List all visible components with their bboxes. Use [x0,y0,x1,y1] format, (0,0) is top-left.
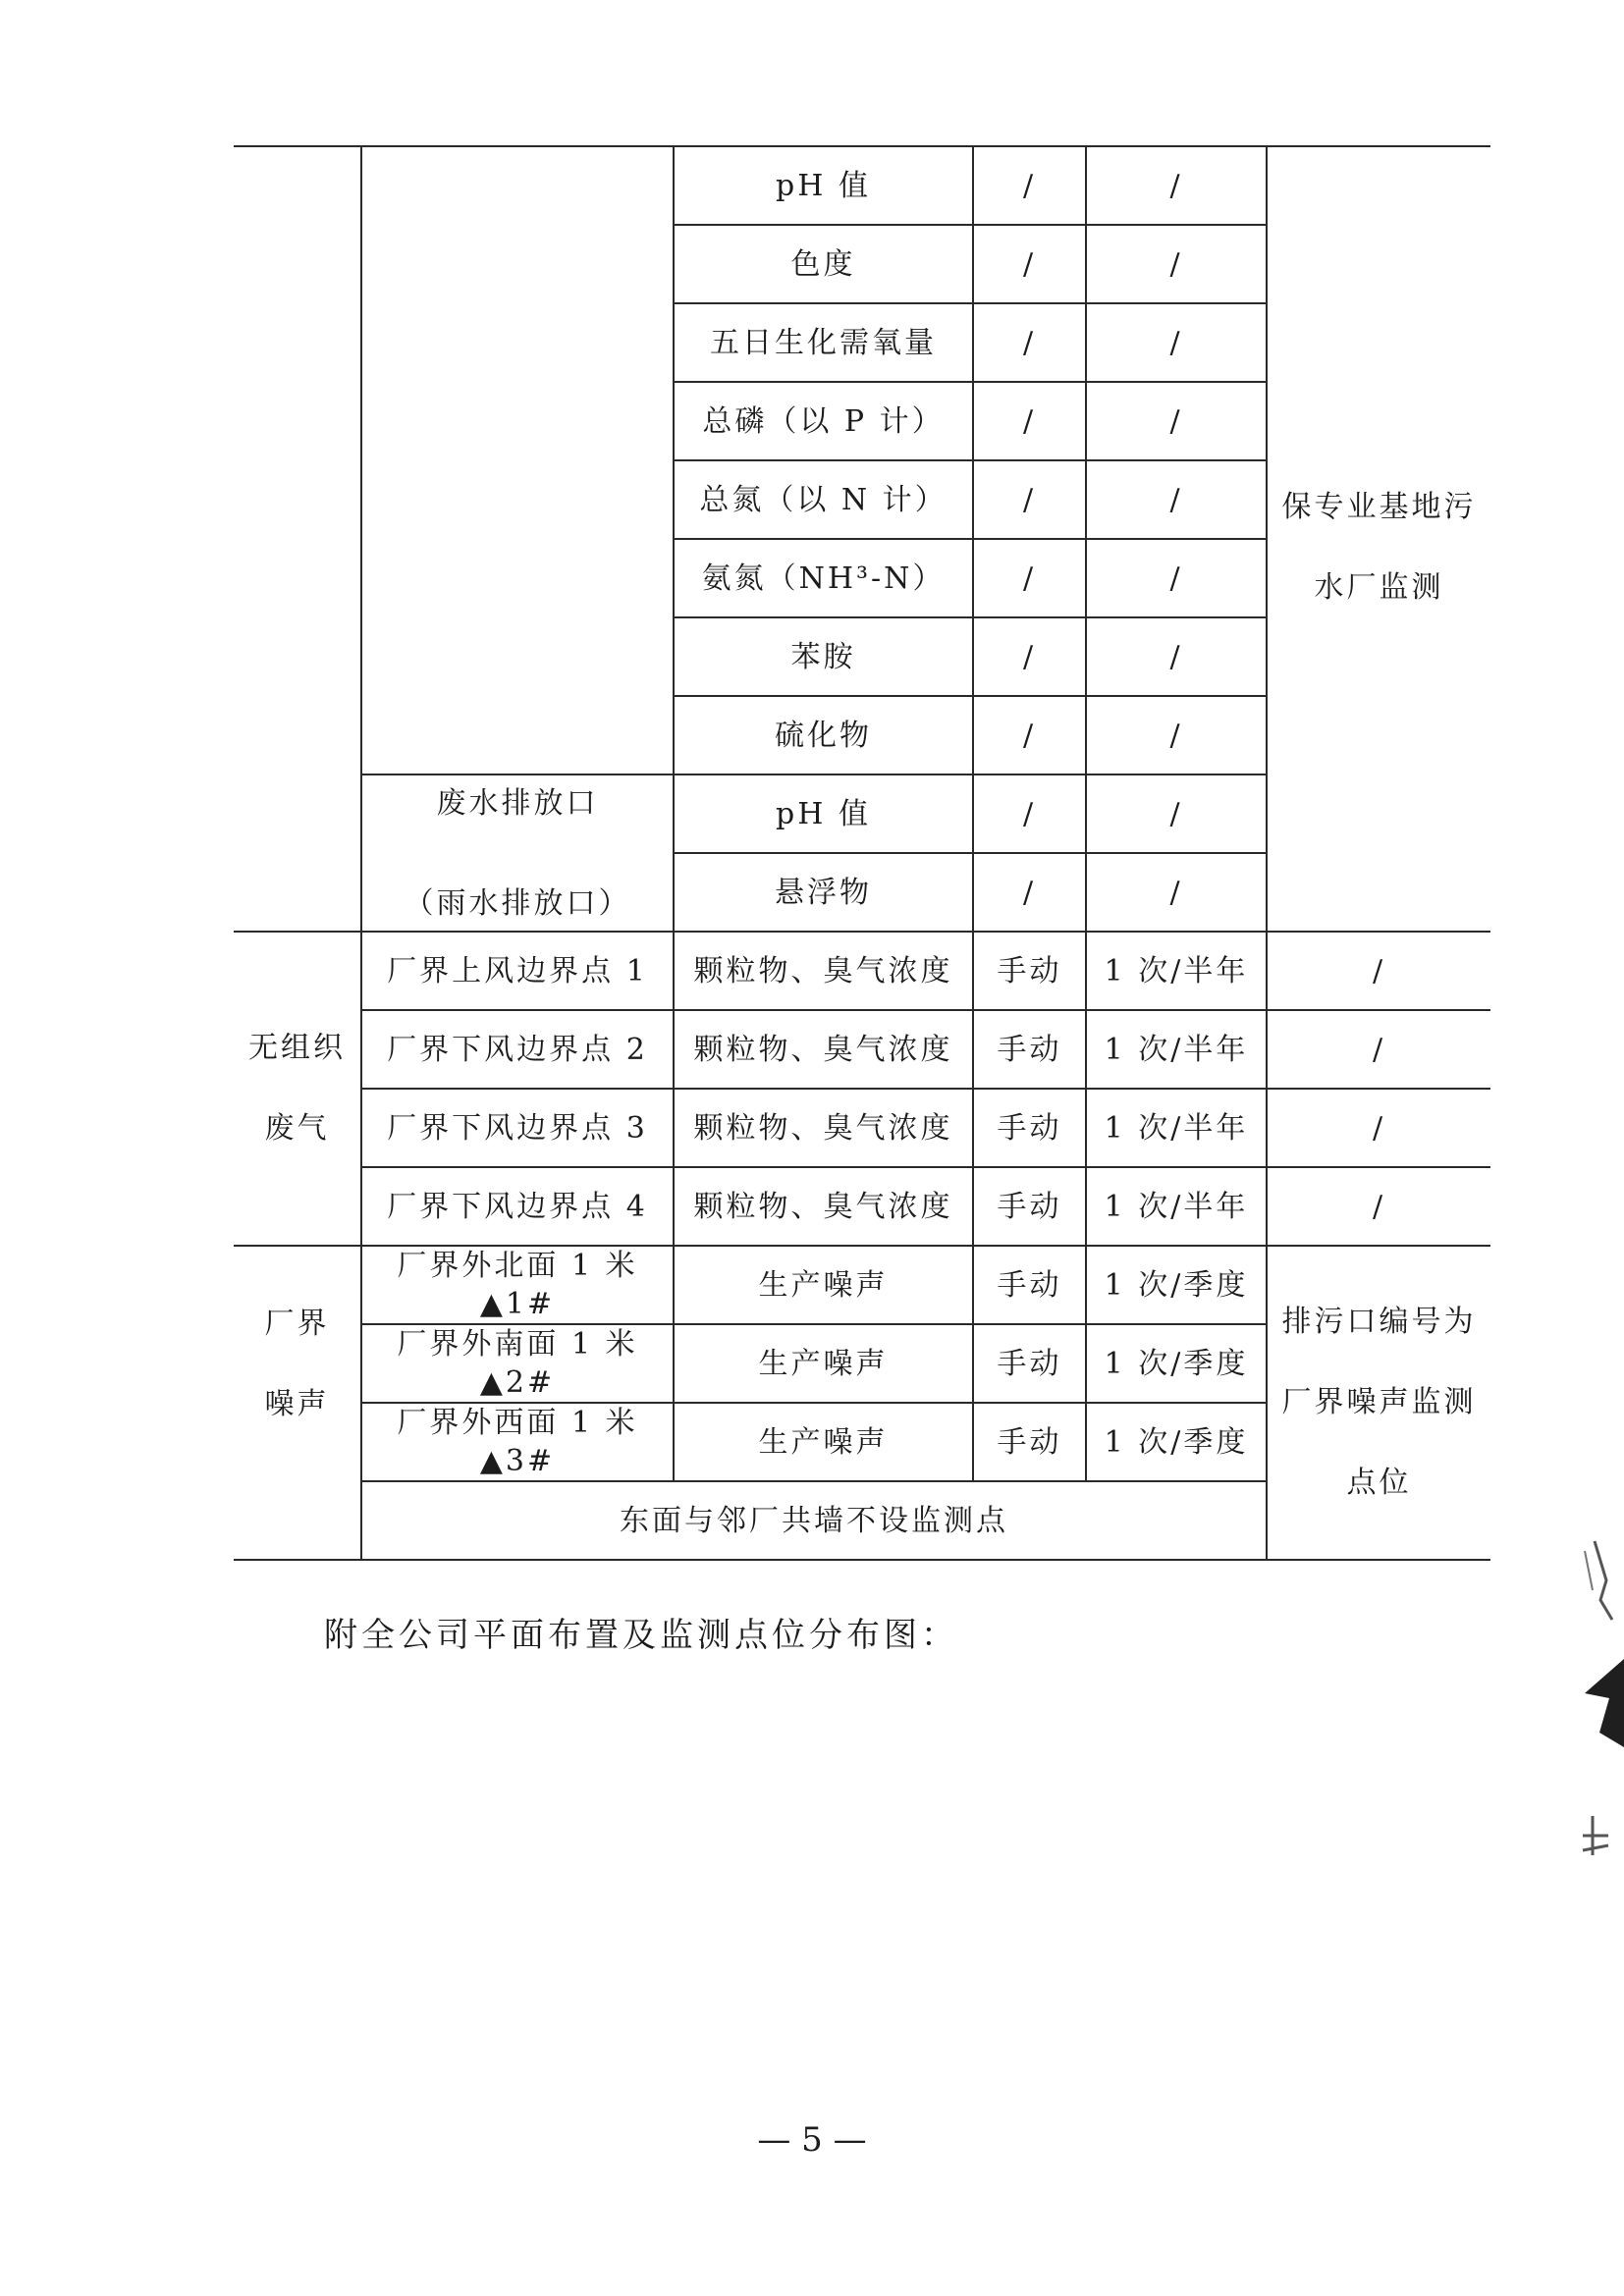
item-cell: 悬浮物 [674,853,973,932]
frequency-cell: / [1086,617,1267,696]
note-cell: / [1267,1167,1490,1246]
wastewater-note-cell [1267,146,1490,932]
east-note-cell: 东面与邻厂共墙不设监测点 [361,1481,1267,1560]
item-cell: 颗粒物、臭气浓度 [674,1089,973,1167]
category-fugitive-gas [234,1008,360,1169]
item-cell: 色度 [674,225,973,303]
category-noise-cell [234,1246,361,1560]
frequency-cell: / [1086,539,1267,617]
method-cell: / [973,696,1086,774]
method-cell: 手动 [973,1246,1086,1324]
red-stamp-fragment [1565,1522,1624,1885]
point-cell: 厂界下风边界点 3 [361,1089,674,1167]
frequency-cell: / [1086,382,1267,460]
method-cell: / [973,774,1086,853]
method-cell: 手动 [973,1089,1086,1167]
method-cell: / [973,617,1086,696]
item-cell: 生产噪声 [674,1324,973,1403]
point-cell: 厂界外北面 1 米▲1# [361,1246,674,1324]
outlet-line: （雨水排放口） [404,885,631,921]
method-cell: 手动 [973,1324,1086,1403]
item-cell: 颗粒物、臭气浓度 [674,932,973,1010]
frequency-cell: / [1086,696,1267,774]
rain-outlet-cell [361,774,674,932]
page-number: — 5 — [757,2120,867,2160]
category-line: 噪声 [264,1387,330,1421]
monitoring-table [234,145,1490,1561]
item-cell: 五日生化需氧量 [674,303,973,382]
figure-caption: 附全公司平面布置及监测点位分布图： [324,1616,958,1655]
frequency-cell: 1 次/季度 [1086,1324,1267,1403]
point-cell: 厂界外西面 1 米▲3# [361,1403,674,1481]
frequency-cell: 1 次/半年 [1086,1089,1267,1167]
frequency-cell: / [1086,774,1267,853]
frequency-cell: / [1086,853,1267,932]
category-wastewater-cell [234,146,361,932]
note-cell: / [1267,1089,1490,1167]
method-cell: 手动 [973,1403,1086,1481]
note-line: 排污口编号为 [1281,1305,1477,1339]
item-cell: 硫化物 [674,696,973,774]
item-cell: 氨氮（NH³-N） [674,539,973,617]
note-line: 水厂监测 [1314,570,1444,605]
noise-note [1268,1282,1490,1523]
method-cell: 手动 [973,932,1086,1010]
outlet-wastewater-cell [361,146,674,774]
note-line: 点位 [1346,1466,1412,1500]
wastewater-note [1268,450,1490,628]
method-cell: 手动 [973,1010,1086,1089]
item-cell: 生产噪声 [674,1246,973,1324]
category-noise [234,1284,360,1445]
category-line: 无组织 [248,1031,346,1065]
method-cell: / [973,539,1086,617]
item-cell: pH 值 [674,774,973,853]
note-line: 厂界噪声监测 [1281,1385,1477,1419]
point-cell: 厂界下风边界点 4 [361,1167,674,1246]
outlet-line: 废水排放口 [436,785,599,821]
point-cell: 厂界上风边界点 1 [361,932,674,1010]
note-cell: / [1267,1010,1490,1089]
noise-note-cell [1267,1246,1490,1560]
method-cell: / [973,146,1086,225]
note-line: 保专业基地污 [1281,490,1477,524]
frequency-cell: / [1086,303,1267,382]
frequency-cell: / [1086,146,1267,225]
frequency-cell: 1 次/半年 [1086,1167,1267,1246]
category-line: 厂界 [264,1307,330,1341]
item-cell: pH 值 [674,146,973,225]
method-cell: / [973,460,1086,539]
item-cell: 颗粒物、臭气浓度 [674,1010,973,1089]
category-fugitive-gas-cell [234,932,361,1246]
method-cell: / [973,382,1086,460]
frequency-cell: 1 次/半年 [1086,1010,1267,1089]
point-cell: 厂界下风边界点 2 [361,1010,674,1089]
item-cell: 总磷（以 P 计） [674,382,973,460]
method-cell: / [973,303,1086,382]
method-cell: 手动 [973,1167,1086,1246]
item-cell: 颗粒物、臭气浓度 [674,1167,973,1246]
frequency-cell: 1 次/季度 [1086,1403,1267,1481]
method-cell: / [973,225,1086,303]
frequency-cell: 1 次/季度 [1086,1246,1267,1324]
category-line: 废气 [264,1111,330,1146]
note-cell: / [1267,932,1490,1010]
frequency-cell: 1 次/半年 [1086,932,1267,1010]
point-cell: 厂界外南面 1 米▲2# [361,1324,674,1403]
method-cell: / [973,853,1086,932]
frequency-cell: / [1086,460,1267,539]
item-cell: 生产噪声 [674,1403,973,1481]
frequency-cell: / [1086,225,1267,303]
rain-outlet-label [362,775,673,931]
item-cell: 苯胺 [674,617,973,696]
item-cell: 总氮（以 N 计） [674,460,973,539]
